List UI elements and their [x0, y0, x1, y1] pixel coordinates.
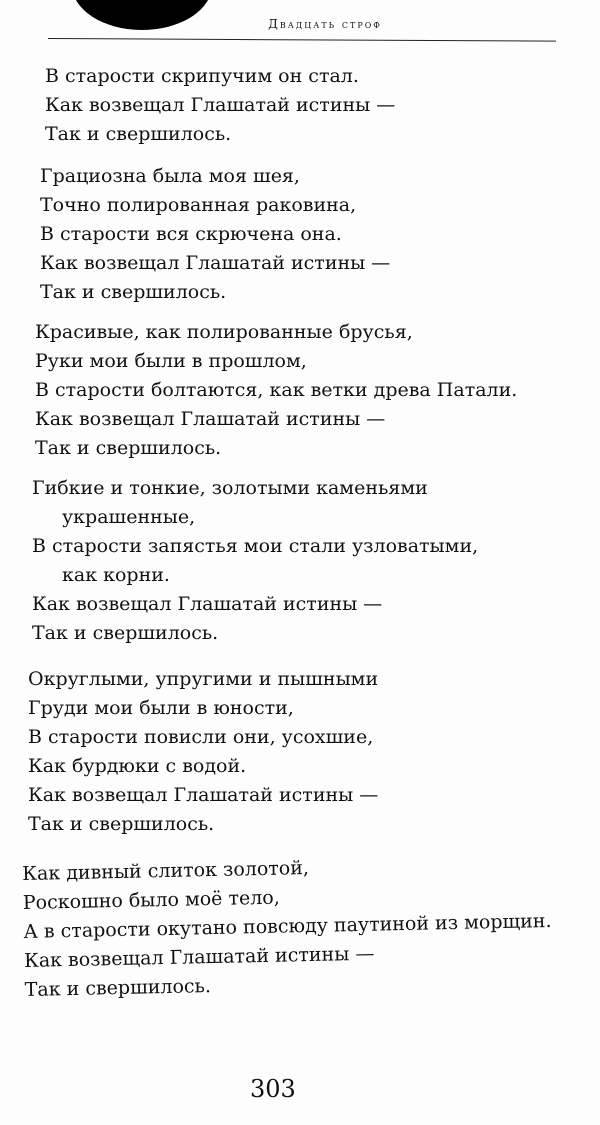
poem-line: Так и свершилось.	[28, 813, 215, 835]
poem-line: Так и свершилось.	[45, 123, 232, 145]
poem-line: Как возвещал Глашатай истины —	[40, 252, 391, 274]
poem-line: Точно полированная раковина,	[40, 194, 357, 216]
poem-line: Грациозна была моя шея,	[40, 165, 300, 187]
poem-line: В старости болтаются, как ветки древа Патали.	[35, 379, 518, 401]
poem-line: А в старости окутано повсюду паутиной из морщин.	[23, 909, 552, 943]
stanza	[32, 474, 478, 648]
poem-line: Так и свершилось.	[24, 975, 212, 1001]
poem-line: Роскошно было моё тело,	[22, 886, 280, 914]
poem-line: Как бурдюки с водой.	[28, 755, 247, 777]
poem-line: украшенные,	[62, 506, 196, 528]
stanza	[28, 665, 378, 839]
poem-line: Как возвещал Глашатай истины —	[45, 94, 396, 116]
stanza	[45, 62, 395, 149]
page-number: 303	[250, 1075, 296, 1103]
poem-line: В старости повисли они, усохшие,	[28, 726, 374, 748]
poem-line: В старости скрипучим он стал.	[45, 65, 359, 87]
poem-line: Гибкие и тонкие, золотыми каменьями	[32, 477, 428, 499]
poem-line: как корни.	[62, 564, 170, 586]
poem-line: Как дивный слиток золотой,	[22, 856, 310, 885]
stanza	[35, 318, 517, 463]
poem-line: Как возвещал Глашатай истины —	[28, 784, 379, 806]
poem-line: Как возвещал Глашатай истины —	[23, 942, 375, 972]
running-head: Двадцать строф	[268, 17, 382, 31]
poem-line: Так и свершилось.	[40, 281, 227, 303]
poem-line: Округлыми, упругими и пышными	[28, 668, 379, 690]
poem-line: В старости запястья мои стали узловатыми,	[32, 535, 479, 557]
poem-line: Так и свершилось.	[35, 437, 222, 459]
stanza	[22, 849, 553, 1005]
poem-line: Как возвещал Глашатай истины —	[35, 408, 386, 430]
poem-line: В старости вся скрючена она.	[40, 223, 342, 245]
poem-line: Груди мои были в юности,	[28, 697, 294, 719]
poem-line: Красивые, как полированные брусья,	[35, 321, 413, 343]
poem-line: Так и свершилось.	[32, 622, 219, 644]
poem-line: Руки мои были в прошлом,	[35, 350, 307, 372]
stanza	[40, 162, 390, 307]
poem-line: Как возвещал Глашатай истины —	[32, 593, 383, 615]
